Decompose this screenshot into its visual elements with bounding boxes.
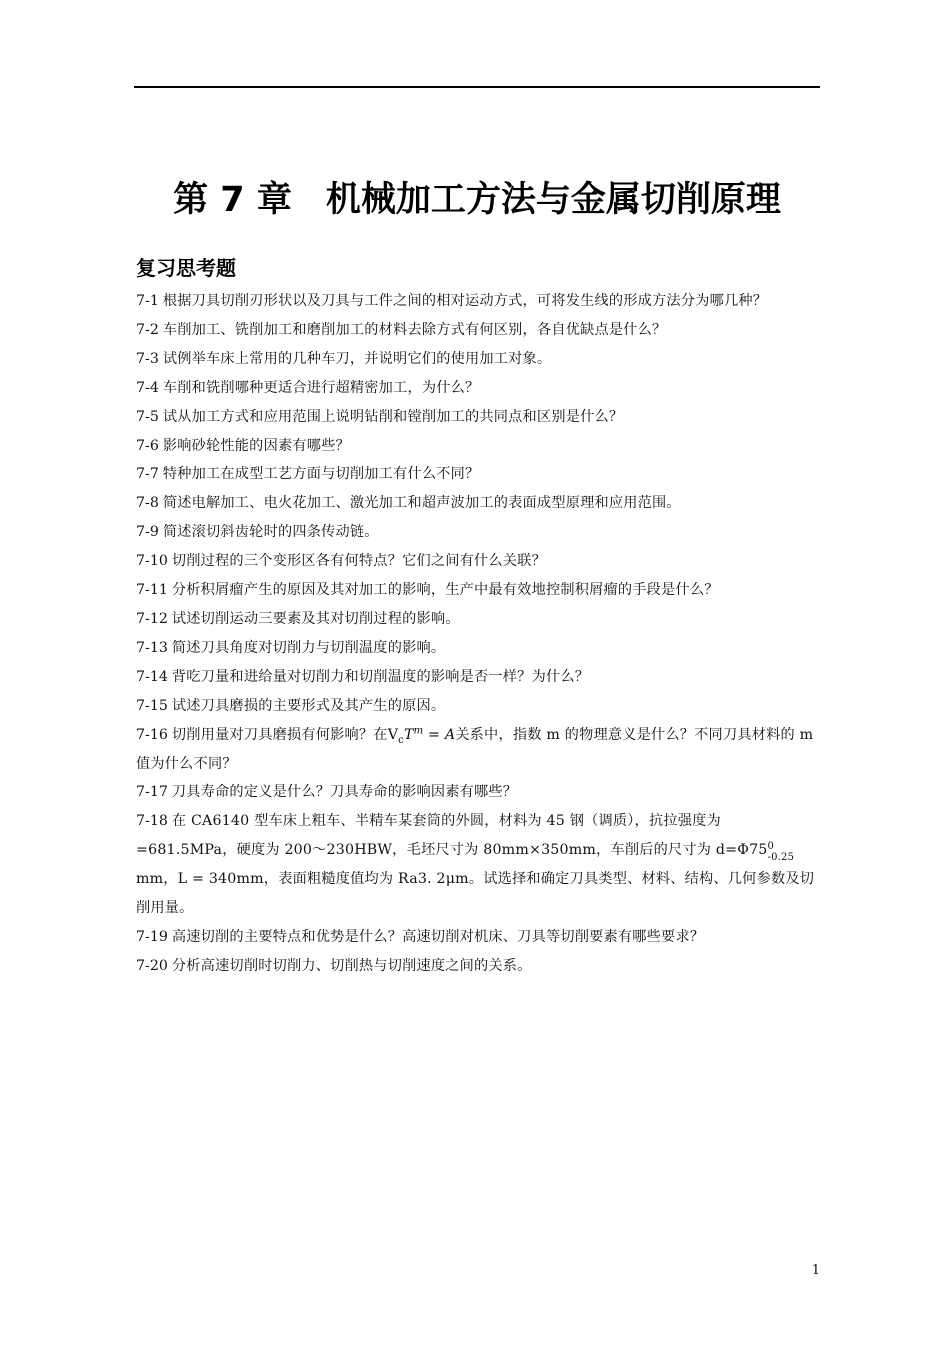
page-number: 1 <box>811 1263 820 1278</box>
formula-t: T <box>403 726 414 743</box>
list-item <box>136 460 820 489</box>
formula-c-subscript: c <box>398 734 404 746</box>
chapter-name: 机械加工方法与金属切削原理 <box>325 180 781 221</box>
question-list <box>136 287 820 981</box>
question-text: 试述刀具磨损的主要形式及其产生的原因。 <box>171 697 446 714</box>
question-text <box>136 813 814 916</box>
question-text: 根据刀具切削刃形状以及刀具与工件之间的相对运动方式，可将发生线的形成方法分为哪几种？ <box>162 293 768 309</box>
question-text: 简述滚切斜齿轮时的四条传动链。 <box>162 524 379 541</box>
question-text: 简述电解加工、电火花加工、激光加工和超声波加工的表面成型原理和应用范围。 <box>162 495 681 512</box>
question-text: 切削过程的三个变形区各有何特点？它们之间有什么关联？ <box>171 553 546 570</box>
tolerance-upper: 0 <box>767 841 775 853</box>
list-item <box>136 952 820 981</box>
question-number: 7-8 <box>136 495 159 512</box>
list-item <box>136 692 820 721</box>
question-number: 7-16 <box>136 726 168 743</box>
list-item <box>136 374 820 403</box>
question-text-before: 在 CA6140 型车床上粗车、半精车某套筒的外圆，材料为 45 钢（调质），抗拉强度为=681.5MPa，硬度为 200～230HBW，毛坯尺寸为 80mm×350mm，车削后的尺寸为 d=Φ75 <box>136 813 768 859</box>
question-text: 简述刀具角度对切削力与切削温度的影响。 <box>171 639 446 656</box>
list-item <box>136 287 820 316</box>
list-item <box>136 489 820 518</box>
question-text: 分析积屑瘤产生的原因及其对加工的影响，生产中最有效地控制积屑瘤的手段是什么？ <box>171 582 719 599</box>
chapter-number: 第 7 章 <box>173 180 292 221</box>
list-item <box>136 345 820 374</box>
question-text-after: mm，L = 340mm，表面粗糙度值均为 Ra3. 2μm。试选择和确定刀具类型、材料、结构、几何参数及切削用量。 <box>136 871 815 917</box>
list-item <box>136 518 820 547</box>
question-number: 7-19 <box>136 928 168 945</box>
question-text: 特种加工在成型工艺方面与切削加工有什么不同？ <box>162 466 480 483</box>
question-text: 影响砂轮性能的因素有哪些？ <box>162 437 350 454</box>
formula-v: V <box>387 726 399 743</box>
header-rule <box>134 86 820 88</box>
question-number: 7-7 <box>136 466 159 483</box>
question-number: 7-11 <box>136 582 168 599</box>
list-item <box>136 634 820 663</box>
list-item <box>136 778 820 807</box>
question-number: 7-14 <box>136 668 168 685</box>
tolerance-lower: -0.25 <box>767 852 795 864</box>
question-number: 7-18 <box>136 813 168 830</box>
question-text: 车削加工、铣削加工和磨削加工的材料去除方式有何区别，各自优缺点是什么？ <box>162 321 667 338</box>
question-number: 7-10 <box>136 553 168 570</box>
question-text: 试从加工方式和应用范围上说明钻削和镗削加工的共同点和区别是什么？ <box>162 408 624 425</box>
question-text: 分析高速切削时切削力、切削热与切削速度之间的关系。 <box>171 957 532 974</box>
question-number: 7-1 <box>136 293 159 309</box>
question-text: 刀具寿命的定义是什么？刀具寿命的影响因素有哪些？ <box>171 784 518 801</box>
list-item <box>136 807 820 923</box>
question-number: 7-3 <box>136 350 159 367</box>
question-number: 7-6 <box>136 437 159 454</box>
question-number: 7-9 <box>136 524 159 541</box>
tolerance <box>768 841 795 863</box>
formula-m-superscript: m <box>413 724 424 736</box>
list-item <box>136 403 820 432</box>
question-text <box>136 724 814 772</box>
chapter-title <box>134 173 820 227</box>
question-text-before: 切削用量对刀具磨损有何影响？在 <box>171 726 388 743</box>
question-number: 7-20 <box>136 957 168 974</box>
question-text: 试例举车床上常用的几种车刀，并说明它们的使用加工对象。 <box>162 350 552 367</box>
question-number: 7-13 <box>136 639 168 656</box>
list-item <box>136 721 820 779</box>
question-text: 高速切削的主要特点和优势是什么？高速切削对机床、刀具等切削要素有哪些要求？ <box>171 928 705 945</box>
list-item <box>136 432 820 461</box>
list-item <box>136 316 820 345</box>
question-number: 7-17 <box>136 784 168 801</box>
question-number: 7-5 <box>136 408 159 425</box>
question-text: 背吃刀量和进给量对切削力和切削温度的影响是否一样？为什么？ <box>171 668 590 685</box>
question-number: 7-4 <box>136 379 159 396</box>
question-text: 试述切削运动三要素及其对切削过程的影响。 <box>171 610 460 627</box>
list-item <box>136 605 820 634</box>
list-item <box>136 547 820 576</box>
list-item <box>136 576 820 605</box>
question-number: 7-12 <box>136 610 168 627</box>
question-number: 7-15 <box>136 697 168 714</box>
list-item <box>136 923 820 952</box>
section-heading: 复习思考题 <box>136 255 236 280</box>
formula-equals-a: = A <box>423 726 456 743</box>
list-item <box>136 663 820 692</box>
question-text-after: 关系中，指数 m 的物理意义是什么？不同刀具材料的 m 值为什么不同？ <box>136 726 814 772</box>
question-number: 7-2 <box>136 321 159 338</box>
question-text: 车削和铣削哪种更适合进行超精密加工，为什么？ <box>162 379 480 396</box>
